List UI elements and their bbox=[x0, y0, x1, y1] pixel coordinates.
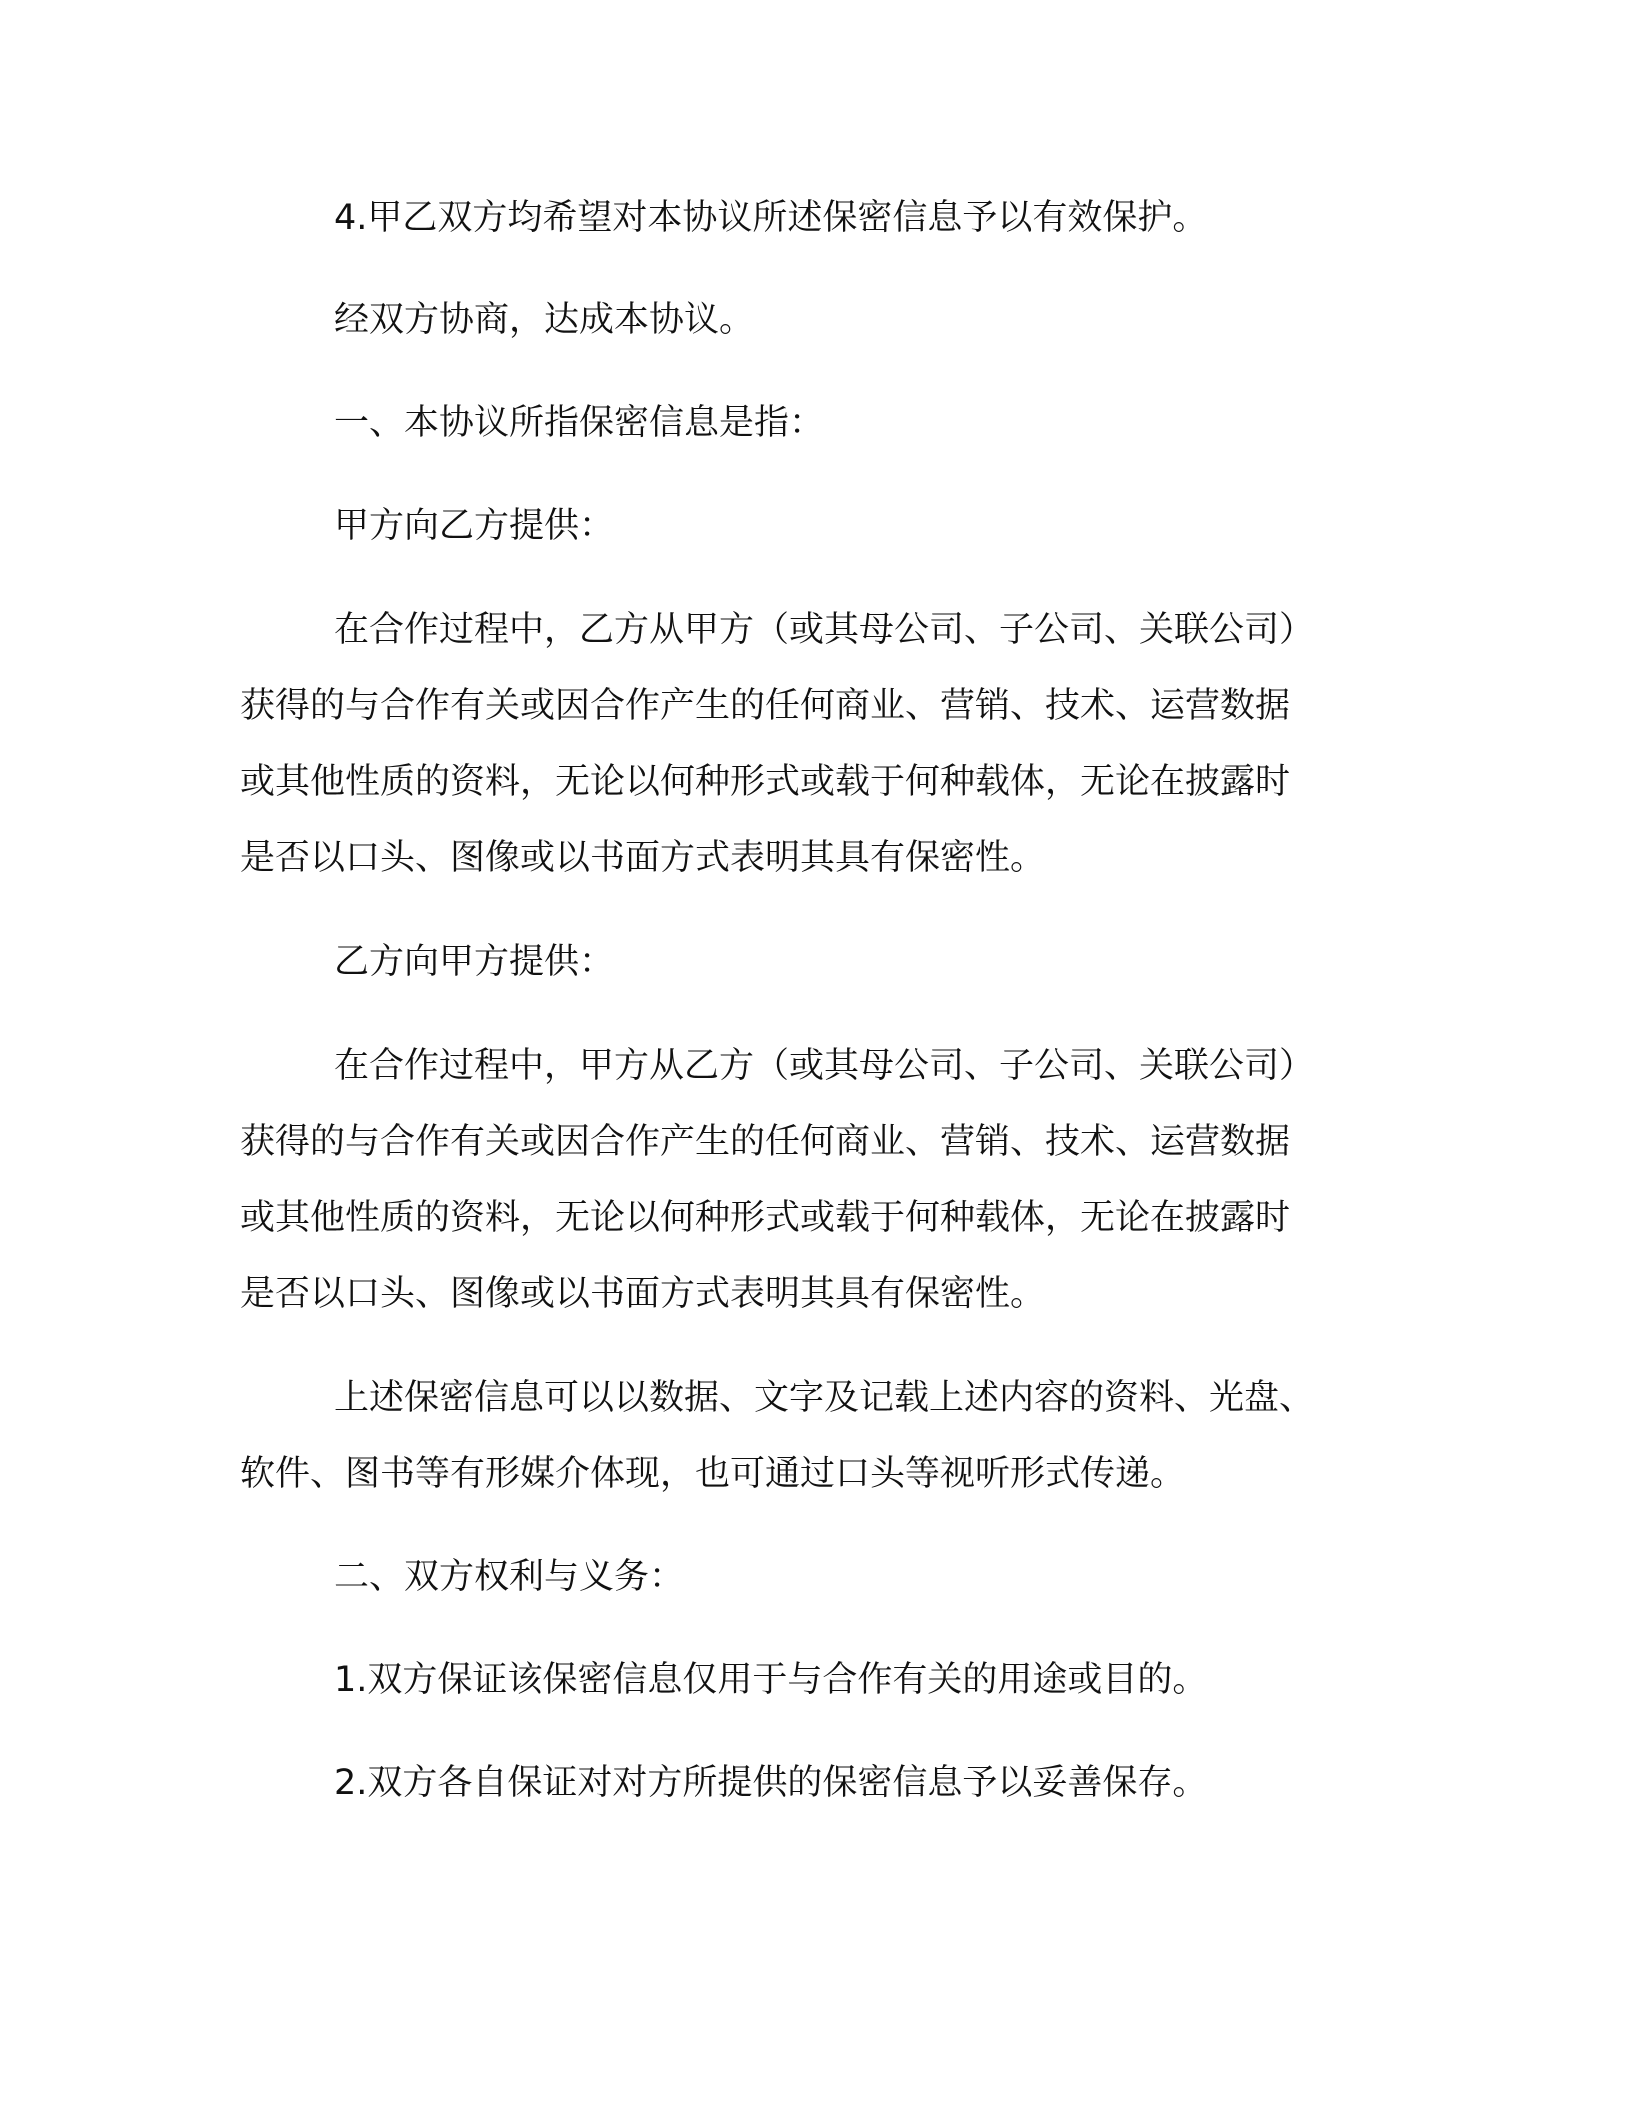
paragraph-clause-4: 4.甲乙双方均希望对本协议所述保密信息予以有效保护。 bbox=[334, 198, 1208, 238]
paragraph-line: 在合作过程中，甲方从乙方（或其母公司、子公司、关联公司） bbox=[334, 1046, 1315, 1086]
paragraph-line: 获得的与合作有关或因合作产生的任何商业、营销、技术、运营数据 bbox=[240, 686, 1291, 726]
paragraph-clause-1: 1.双方保证该保密信息仅用于与合作有关的用途或目的。 bbox=[334, 1660, 1208, 1700]
paragraph-agreement-reached: 经双方协商，达成本协议。 bbox=[334, 300, 755, 340]
paragraph-line: 获得的与合作有关或因合作产生的任何商业、营销、技术、运营数据 bbox=[240, 1122, 1291, 1162]
paragraph-line: 是否以口头、图像或以书面方式表明其具有保密性。 bbox=[240, 1274, 1046, 1314]
subheading-party-b-to-a: 乙方向甲方提供： bbox=[334, 942, 615, 982]
paragraph-line: 软件、图书等有形媒介体现，也可通过口头等视听形式传递。 bbox=[240, 1454, 1186, 1494]
paragraph-line: 在合作过程中，乙方从甲方（或其母公司、子公司、关联公司） bbox=[334, 610, 1315, 650]
section-heading-1: 一、本协议所指保密信息是指： bbox=[334, 403, 825, 443]
section-heading-2: 二、双方权利与义务： bbox=[334, 1557, 685, 1597]
paragraph-line: 上述保密信息可以以数据、文字及记载上述内容的资料、光盘、 bbox=[334, 1378, 1315, 1418]
subheading-party-a-to-b: 甲方向乙方提供： bbox=[334, 506, 615, 546]
paragraph-clause-2: 2.双方各自保证对对方所提供的保密信息予以妥善保存。 bbox=[334, 1763, 1208, 1803]
paragraph-line: 是否以口头、图像或以书面方式表明其具有保密性。 bbox=[240, 838, 1046, 878]
paragraph-line: 或其他性质的资料，无论以何种形式或载于何种载体，无论在披露时 bbox=[240, 1198, 1291, 1238]
paragraph-line: 或其他性质的资料，无论以何种形式或载于何种载体，无论在披露时 bbox=[240, 762, 1291, 802]
